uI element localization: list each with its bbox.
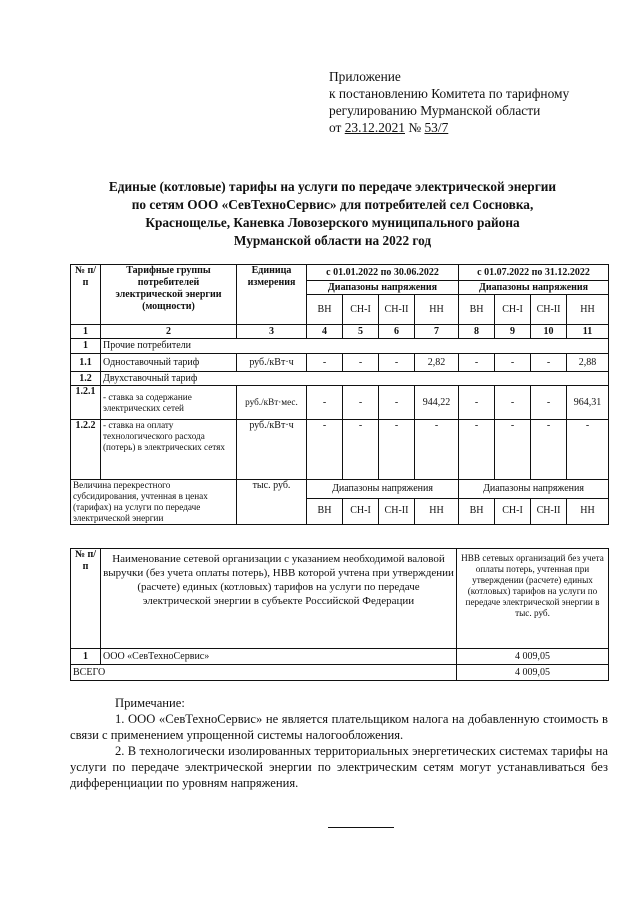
appendix-number-sign: №: [404, 120, 425, 135]
row-unit: руб./кВт·мес.: [237, 386, 307, 420]
appendix-line: регулированию Мурманской области: [329, 103, 541, 118]
row-name: Прочие потребители: [101, 339, 609, 354]
nvv-header-value-unit: тыс. руб.: [515, 608, 550, 618]
nvv-table: [70, 548, 609, 681]
cell-value: -: [343, 420, 379, 480]
title-line: Мурманской области на 2022 год: [233, 233, 432, 248]
appendix-line: Приложение: [329, 69, 401, 84]
table-row: [71, 354, 609, 372]
title-line: Краснощелье, Каневка Ловозерского муниципального района: [145, 215, 520, 230]
row-no: 1: [71, 339, 101, 354]
column-number: 10: [531, 325, 567, 339]
table-row: [71, 386, 609, 420]
title-line: Единые (котловые) тарифы на услуги по передаче электрической энергии: [108, 179, 557, 194]
row-name: - ставка за содержание электрических сетей: [101, 386, 237, 420]
crossing-ranges: Диапазоны напряжения: [459, 480, 609, 499]
cell-value: -: [379, 386, 415, 420]
column-number: 5: [343, 325, 379, 339]
row-no: 1.2.1: [71, 386, 101, 420]
row-name: Двухставочный тариф: [101, 372, 609, 386]
appendix-prefix: от: [329, 120, 345, 135]
cell-value: -: [379, 354, 415, 372]
level-header: СН-II: [531, 295, 567, 325]
footer-divider: [328, 827, 394, 828]
cell-value: -: [343, 354, 379, 372]
cell-value: -: [495, 386, 531, 420]
nvv-header-value: [457, 549, 609, 649]
crossing-label: Величина перекрестного субсидирования, учтенная в ценах (тарифах) на услуги по передаче электрической энергии: [71, 480, 237, 525]
level-header: ВН: [459, 295, 495, 325]
appendix-header: [329, 68, 569, 136]
column-number: 3: [237, 325, 307, 339]
nvv-header-no: № п/п: [71, 549, 101, 649]
level-header: СН-I: [495, 295, 531, 325]
cell-value: -: [459, 354, 495, 372]
level-header: НН: [415, 498, 459, 524]
cell-value: -: [459, 420, 495, 480]
cell-value: -: [567, 420, 609, 480]
row-no: 1.2.2: [71, 420, 101, 480]
header-period-1: с 01.01.2022 по 30.06.2022: [307, 265, 459, 281]
cell-value: -: [415, 420, 459, 480]
level-header: ВН: [307, 498, 343, 524]
appendix-number: 53/7: [424, 120, 449, 135]
row-no: 1.2: [71, 372, 101, 386]
header-groups: Тарифные группы потребителей электрической энергии (мощности): [101, 265, 237, 325]
crossing-unit: тыс. руб.: [237, 480, 307, 525]
cell-value: -: [495, 354, 531, 372]
table-row: [71, 649, 609, 665]
row-name: Одноставочный тариф: [101, 354, 237, 372]
level-header: НН: [567, 498, 609, 524]
row-unit: руб./кВт·ч: [237, 354, 307, 372]
notes: [70, 695, 608, 791]
appendix-date: 23.12.2021: [344, 120, 405, 135]
column-number: 4: [307, 325, 343, 339]
cell-value: -: [531, 386, 567, 420]
table-row: [71, 339, 609, 354]
cell-value: -: [307, 386, 343, 420]
header-no: № п/п: [71, 265, 101, 325]
title-line: по сетям ООО «СевТехноСервис» для потребителей сел Сосновка,: [131, 197, 534, 212]
cell-value: -: [495, 420, 531, 480]
cell-value: -: [531, 420, 567, 480]
total-label: ВСЕГО: [71, 665, 457, 681]
cell-value: 2,82: [415, 354, 459, 372]
cell-value: 2,88: [567, 354, 609, 372]
appendix-line: к постановлению Комитета по тарифному: [329, 86, 570, 101]
cell-value: 944,22: [415, 386, 459, 420]
column-number: 1: [71, 325, 101, 339]
column-number: 11: [567, 325, 609, 339]
header-ranges: Диапазоны напряжения: [459, 281, 609, 295]
level-header: СН-I: [343, 498, 379, 524]
level-header: ВН: [459, 498, 495, 524]
cell-value: -: [379, 420, 415, 480]
total-row: [71, 665, 609, 681]
nvv-header-name: Наименование сетевой организации с указанием необходимой валовой выручки (без учета оплаты потерь), НВВ которой учтена при утверждении (расчете) единых (котловых) тарифов на услуги по передаче электрической энергии в субъекте Российской Федерации: [101, 549, 457, 649]
row-unit: руб./кВт·ч: [237, 420, 307, 480]
nvv-row-name: ООО «СевТехноСервис»: [101, 649, 457, 665]
level-header: СН-II: [379, 295, 415, 325]
cell-value: -: [343, 386, 379, 420]
level-header: СН-II: [531, 498, 567, 524]
row-name: - ставка на оплату технологического расхода (потерь) в электрических сетях: [101, 420, 237, 480]
row-no: 1.1: [71, 354, 101, 372]
cell-value: 964,31: [567, 386, 609, 420]
level-header: ВН: [307, 295, 343, 325]
column-number: 6: [379, 325, 415, 339]
notes-heading: Примечание:: [115, 696, 185, 710]
column-number: 7: [415, 325, 459, 339]
note-item: 1. ООО «СевТехноСервис» не является плательщиком налога на добавленную стоимость в связи с применением упрощенной системы налогообложения.: [70, 712, 608, 742]
note-item: 2. В технологически изолированных территориальных энергетических системах тарифы на услуги по передаче электрической энергии по электрическим сетям могут устанавливаться без дифференциации по уровням напряжения.: [70, 744, 608, 790]
nvv-header-value-text: НВВ сетевых организаций без учета оплаты потерь, учтенная при утверждении (расчете) единых (котловых) тарифов на услуги по передаче электрической энергии в: [461, 553, 604, 607]
level-header: СН-I: [343, 295, 379, 325]
nvv-row-no: 1: [71, 649, 101, 665]
column-numbers-row: [71, 325, 609, 339]
header-unit: Единица измерения: [237, 265, 307, 325]
table-row: [71, 372, 609, 386]
column-number: 9: [495, 325, 531, 339]
level-header: НН: [567, 295, 609, 325]
cell-value: -: [307, 354, 343, 372]
cell-value: -: [459, 386, 495, 420]
level-header: СН-II: [379, 498, 415, 524]
column-number: 2: [101, 325, 237, 339]
crossing-ranges: Диапазоны напряжения: [307, 480, 459, 499]
tariff-table: [70, 264, 609, 525]
nvv-row-value: 4 009,05: [457, 649, 609, 665]
table-row: [71, 420, 609, 480]
cell-value: -: [531, 354, 567, 372]
column-number: 8: [459, 325, 495, 339]
level-header: НН: [415, 295, 459, 325]
cell-value: -: [307, 420, 343, 480]
header-ranges: Диапазоны напряжения: [307, 281, 459, 295]
appendix-date-line: [329, 119, 569, 136]
total-value: 4 009,05: [457, 665, 609, 681]
header-period-2: с 01.07.2022 по 31.12.2022: [459, 265, 609, 281]
document-title: [70, 178, 595, 250]
level-header: СН-I: [495, 498, 531, 524]
